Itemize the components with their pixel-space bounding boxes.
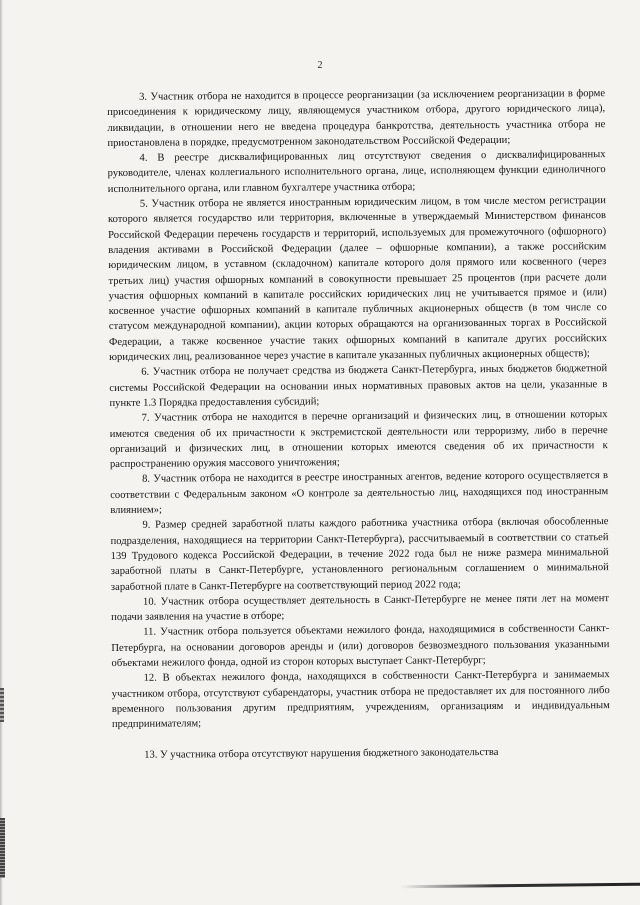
paragraph-item-12: 12. В объектах нежилого фонда, находящихся в собственности Санкт-Петербурга и занимаемых участником отбора, отсутствуют субарендаторы, участник отбора не предоставляет их для постоянного либо временного пользования другим предприятиям, учреждениям, организациям и индивидуальным предпринимателям;	[111, 669, 610, 731]
paragraph-item-9: 9. Размер средней заработной платы каждого работника участника отбора (включая обособленные подразделения, находящиеся на территории Санкт-Петербурга), рассчитываемый в соответствии со статьей 139 Трудового кодекса Российской Федерации, в течение 2022 года был не ниже размера минимальной заработной платы в Санкт-Петербурге, установленного региональным соглашением о минимальной заработной плате в Санкт-Петербурге на соответствующий период 2022 года;	[110, 516, 609, 593]
scan-artifact	[0, 688, 4, 722]
paragraph-item-3: 3. Участник отбора не находится в процессе реорганизации (за исключением реорганизации в форме присоединения к юридическому лицу, являющемуся участником отбора, другого юридического лица), ликвидации, в отношении него не введена процедура банкротства, деятельность участника отбора не приостановлена в порядке, предусмотренном законодательством Российской Федерации;	[107, 88, 606, 149]
scan-artifact	[0, 818, 5, 878]
scan-artifact	[400, 883, 640, 889]
paragraph-item-7: 7. Участник отбора не находится в перечне организаций и физических лиц, в отношении которых имеются сведения об их причастности к экстремистской деятельности или терроризму, либо в перечне организаций и физических лиц, в отношении которых имеются сведения об их причастности к распространению оружия массового уничтожения;	[109, 409, 608, 471]
paragraph-item-6: 6. Участник отбора не получает средства из бюджета Санкт-Петербурга, иных бюджетов бюджетной системы Российской Федерации на основании иных нормативных правовых актов на цели, указанные в пункте 1.3 Порядка предоставления субсидий;	[109, 363, 608, 409]
paragraph-item-8: 8. Участник отбора не находится в реестре иностранных агентов, ведение которого осуществляется в соответствии с Федеральным законом «О контроле за деятельностью лиц, находящихся под иностранным влиянием»;	[110, 470, 609, 517]
scan-edge-shadow	[0, 0, 3, 905]
paragraph-item-11: 11. Участник отбора пользуется объектами нежилого фонда, находящимися в собственности Санкт-Петербурга, на основании договоров аренды и (или) договоров безвозмездного пользования указанными объектами нежилого фонда, одной из сторон которых выступает Санкт-Петербург;	[111, 623, 610, 669]
paragraph-item-4: 4. В реестре дисквалифицированных лиц отсутствуют сведения о дисквалифицированных руководителе, членах коллегиального исполнительного органа, лице, исполняющем функции единоличного исполнительного органа, или главном бухгалтере участника отбора;	[107, 149, 606, 195]
paragraph-item-5: 5. Участник отбора не является иностранным юридическим лицом, в том числе местом регистрации которого является государство или территория, включенные в утверждаемый Министерством финансов Российской Федерации перечень государств и территорий, используемых для промежуточного (офшорного) владения активами в Российской Федерации (далее – офшорные компании), а также российским юридическим лицом, в уставном (складочном) капитале которого доля прямого или косвенного (через третьих лиц) участия офшорных компаний в совокупности превышает 25 процентов (при расчете доли участия офшорных компаний в капитале российских юридических лиц не учитывается прямое и (или) косвенное участие офшорных компаний в капитале публичных акционерных обществ (в том числе со статусом международной компании), акции которых обращаются на организованных торгах в Российской Федерации, а также косвенное участие таких офшорных компаний в капитале других российских юридических лиц, реализованное через участие в капитале указанных публичных акционерных обществ);	[107, 195, 608, 364]
document-body	[107, 86, 610, 764]
paragraph-item-13: 13. У участника отбора отсутствуют нарушения бюджетного законодательства	[144, 747, 499, 762]
page-number: 2	[317, 60, 323, 71]
paragraph-item-10: 10. Участник отбора осуществляет деятельность в Санкт-Петербурге не менее пяти лет на момент подачи заявления на участие в отборе;	[111, 592, 610, 624]
